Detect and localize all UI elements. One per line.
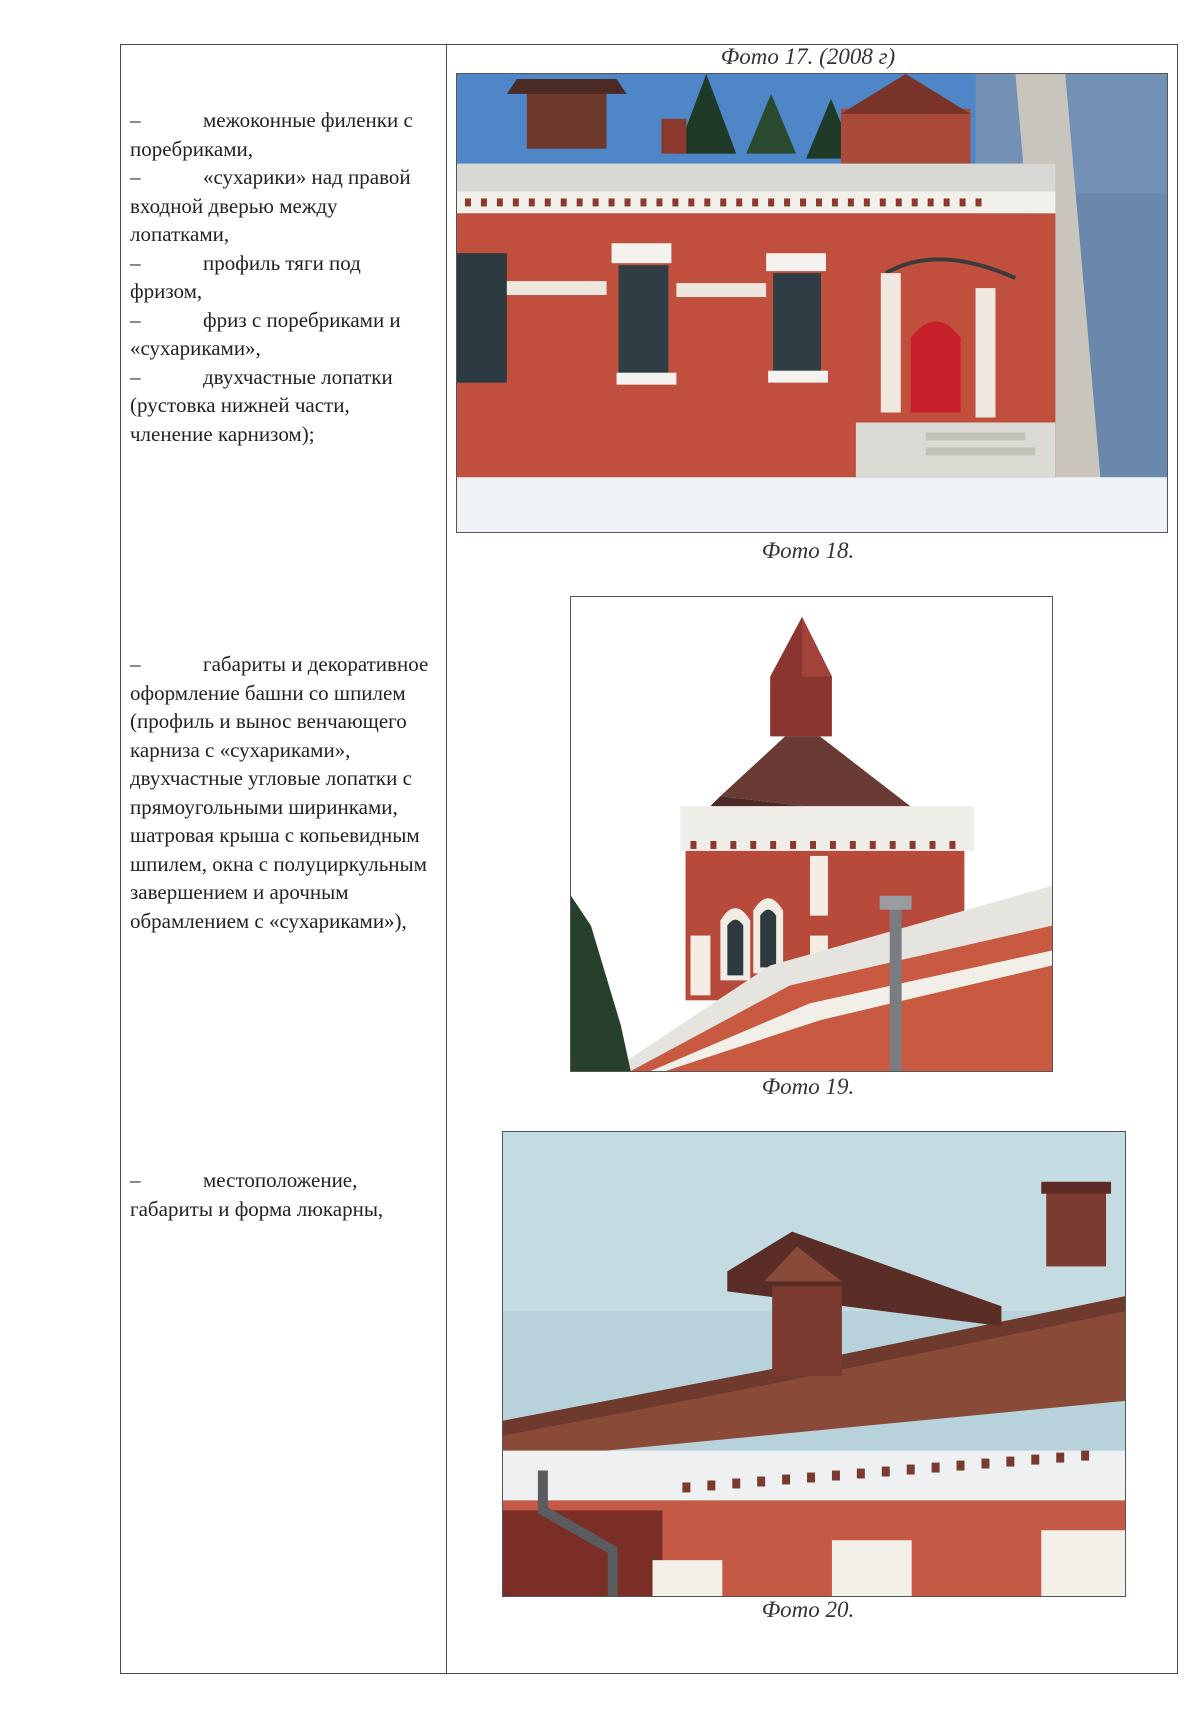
caption-photo-20: Фото 20.: [761, 1597, 855, 1622]
description-block-3: [130, 1166, 435, 1223]
list-item: – местоположение, габариты и форма люкарны,: [130, 1168, 384, 1221]
column-divider: [446, 44, 447, 1674]
list-item: – межоконные филенки с поребриками,: [130, 108, 413, 161]
caption-photo-19: Фото 19.: [761, 1074, 855, 1099]
list-item: – двухчастные лопатки (рустовка нижней части, членение карнизом);: [130, 364, 393, 446]
list-item: – «сухарики» над правой входной дверью между лопатками,: [130, 165, 411, 246]
caption-photo-17: Фото 17. (2008 г): [720, 44, 896, 69]
caption-photo-18: Фото 18.: [761, 538, 855, 563]
list-item: – профиль тяги под фризом,: [130, 250, 361, 303]
facade-photo: [456, 73, 1168, 533]
list-item: – фриз с поребриками и «сухариками»,: [130, 307, 401, 360]
dormer-photo: [502, 1131, 1126, 1597]
tower-photo: [570, 596, 1053, 1072]
description-block-2: [130, 650, 435, 935]
list-item: – габариты и декоративное оформление башни со шпилем (профиль и вынос венчающего карниза с «сухариками», двухчастные угловые лопатки с прямоугольными ширинками, шатровая крыша с копьевидным шпилем, окна с полуциркульным завершением и арочным обрамлением с «сухариками»),: [130, 652, 429, 933]
description-block-1: [130, 106, 435, 448]
